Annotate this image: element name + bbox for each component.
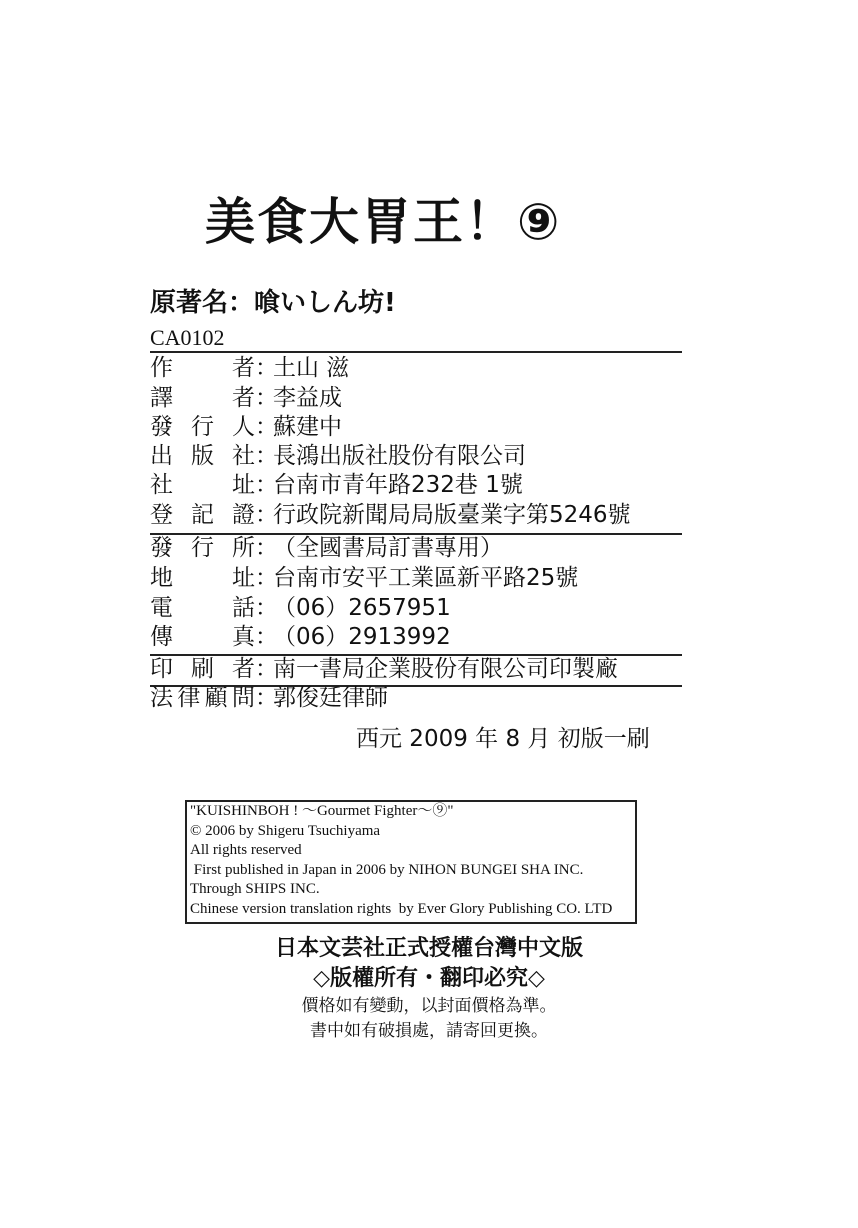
info-row bbox=[150, 564, 578, 593]
info-value: （06）2913992 bbox=[273, 624, 451, 650]
info-label bbox=[150, 655, 255, 684]
info-label bbox=[150, 594, 255, 623]
info-label bbox=[150, 623, 255, 652]
colon: ： bbox=[255, 502, 278, 528]
info-row bbox=[150, 354, 349, 383]
label-char: 版 bbox=[191, 443, 214, 469]
info-label bbox=[150, 564, 255, 593]
label-char: 人 bbox=[232, 414, 255, 440]
colon: ： bbox=[255, 535, 278, 561]
info-row bbox=[150, 413, 342, 442]
copyright-line: Chinese version translation rights by Ever Glory Publishing CO. LTD bbox=[190, 900, 613, 917]
label-char: 譯 bbox=[150, 385, 173, 411]
info-value: 長鴻出版社股份有限公司 bbox=[273, 443, 526, 469]
copyright-line: All rights reserved bbox=[190, 842, 302, 859]
label-char: 記 bbox=[191, 502, 214, 528]
book-title: 美食大胃王！⑨ bbox=[205, 193, 562, 251]
info-label bbox=[150, 684, 255, 713]
damage-notice: 書中如有破損處，請寄回更換。 bbox=[310, 1021, 548, 1041]
info-label bbox=[150, 501, 255, 530]
colon: ： bbox=[255, 472, 278, 498]
info-value: 行政院新聞局局版臺業字第5246號 bbox=[273, 502, 631, 528]
authorization-statement: 日本文芸社正式授權台灣中文版 bbox=[274, 936, 583, 961]
colon: ： bbox=[255, 685, 278, 711]
label-char: 傳 bbox=[150, 624, 173, 650]
label-char: 社 bbox=[150, 472, 173, 498]
info-label bbox=[150, 354, 255, 383]
colon: ： bbox=[255, 595, 278, 621]
info-value: 台南市青年路232巷 1號 bbox=[273, 472, 523, 498]
copyright-line: © 2006 by Shigeru Tsuchiyama bbox=[190, 822, 381, 839]
info-value: 土山 滋 bbox=[273, 355, 350, 381]
label-char: 真 bbox=[232, 624, 255, 650]
colon: ： bbox=[255, 656, 278, 682]
label-char: 行 bbox=[191, 414, 214, 440]
label-char: 證 bbox=[232, 502, 255, 528]
label-char: 話 bbox=[232, 595, 255, 621]
copyright-line: First published in Japan in 2006 by NIHON BUNGEI SHA INC. bbox=[190, 861, 584, 878]
label-char: 電 bbox=[150, 595, 173, 621]
label-char: 作 bbox=[150, 355, 173, 381]
info-value: 李益成 bbox=[273, 385, 342, 411]
info-label bbox=[150, 442, 255, 471]
info-value: 台南市安平工業區新平路25號 bbox=[273, 565, 579, 591]
colon: ： bbox=[255, 414, 278, 440]
info-value: 蘇建中 bbox=[273, 414, 342, 440]
info-label bbox=[150, 534, 255, 563]
book-code: CA0102 bbox=[150, 325, 225, 350]
colon: ： bbox=[255, 624, 278, 650]
colon: ： bbox=[255, 565, 278, 591]
label-char: 發 bbox=[150, 414, 173, 440]
label-char: 址 bbox=[232, 565, 255, 591]
info-row bbox=[150, 501, 631, 530]
colon: ： bbox=[255, 443, 278, 469]
divider bbox=[150, 351, 682, 353]
info-row bbox=[150, 384, 342, 413]
colon: ： bbox=[255, 385, 278, 411]
label-char: 地 bbox=[150, 565, 173, 591]
label-char: 所 bbox=[232, 535, 255, 561]
label-char: 發 bbox=[150, 535, 173, 561]
label-char: 出 bbox=[150, 443, 173, 469]
label-char: 者 bbox=[232, 355, 255, 381]
copyright-line: Through SHIPS INC. bbox=[190, 881, 320, 898]
label-char: 法 bbox=[150, 685, 173, 711]
info-value: （全國書局訂書專用） bbox=[273, 535, 503, 561]
original-title: 原著名：喰いしん坊! bbox=[150, 288, 396, 318]
label-char: 印 bbox=[150, 656, 173, 682]
info-label bbox=[150, 413, 255, 442]
label-char: 律 bbox=[177, 685, 201, 711]
info-value: 郭俊廷律師 bbox=[273, 685, 388, 711]
info-row bbox=[150, 623, 451, 652]
colon: ： bbox=[255, 355, 278, 381]
label-char: 社 bbox=[232, 443, 255, 469]
label-char: 者 bbox=[232, 656, 255, 682]
info-row bbox=[150, 442, 526, 471]
label-char: 顧 bbox=[204, 685, 228, 711]
info-value: （06）2657951 bbox=[273, 595, 451, 621]
label-char: 刷 bbox=[191, 656, 214, 682]
copyright-line: "KUISHINBOH ! ～Gourmet Fighter～⑨" bbox=[190, 803, 454, 819]
price-notice: 價格如有變動，以封面價格為準。 bbox=[301, 996, 557, 1016]
edition-date: 西元 2009 年 8 月 初版一刷 bbox=[356, 726, 650, 752]
rights-statement: ◇版權所有・翻印必究◇ bbox=[313, 966, 545, 991]
info-value: 南一書局企業股份有限公司印製廠 bbox=[273, 656, 618, 682]
label-char: 登 bbox=[150, 502, 173, 528]
copyright-box bbox=[185, 800, 637, 924]
label-char: 行 bbox=[191, 535, 214, 561]
info-row bbox=[150, 534, 503, 563]
info-row bbox=[150, 594, 451, 623]
info-row bbox=[150, 684, 388, 713]
info-row bbox=[150, 655, 618, 684]
info-label bbox=[150, 471, 255, 500]
label-char: 問 bbox=[231, 685, 255, 711]
label-char: 址 bbox=[232, 472, 255, 498]
info-label bbox=[150, 384, 255, 413]
label-char: 者 bbox=[232, 385, 255, 411]
info-row bbox=[150, 471, 523, 500]
